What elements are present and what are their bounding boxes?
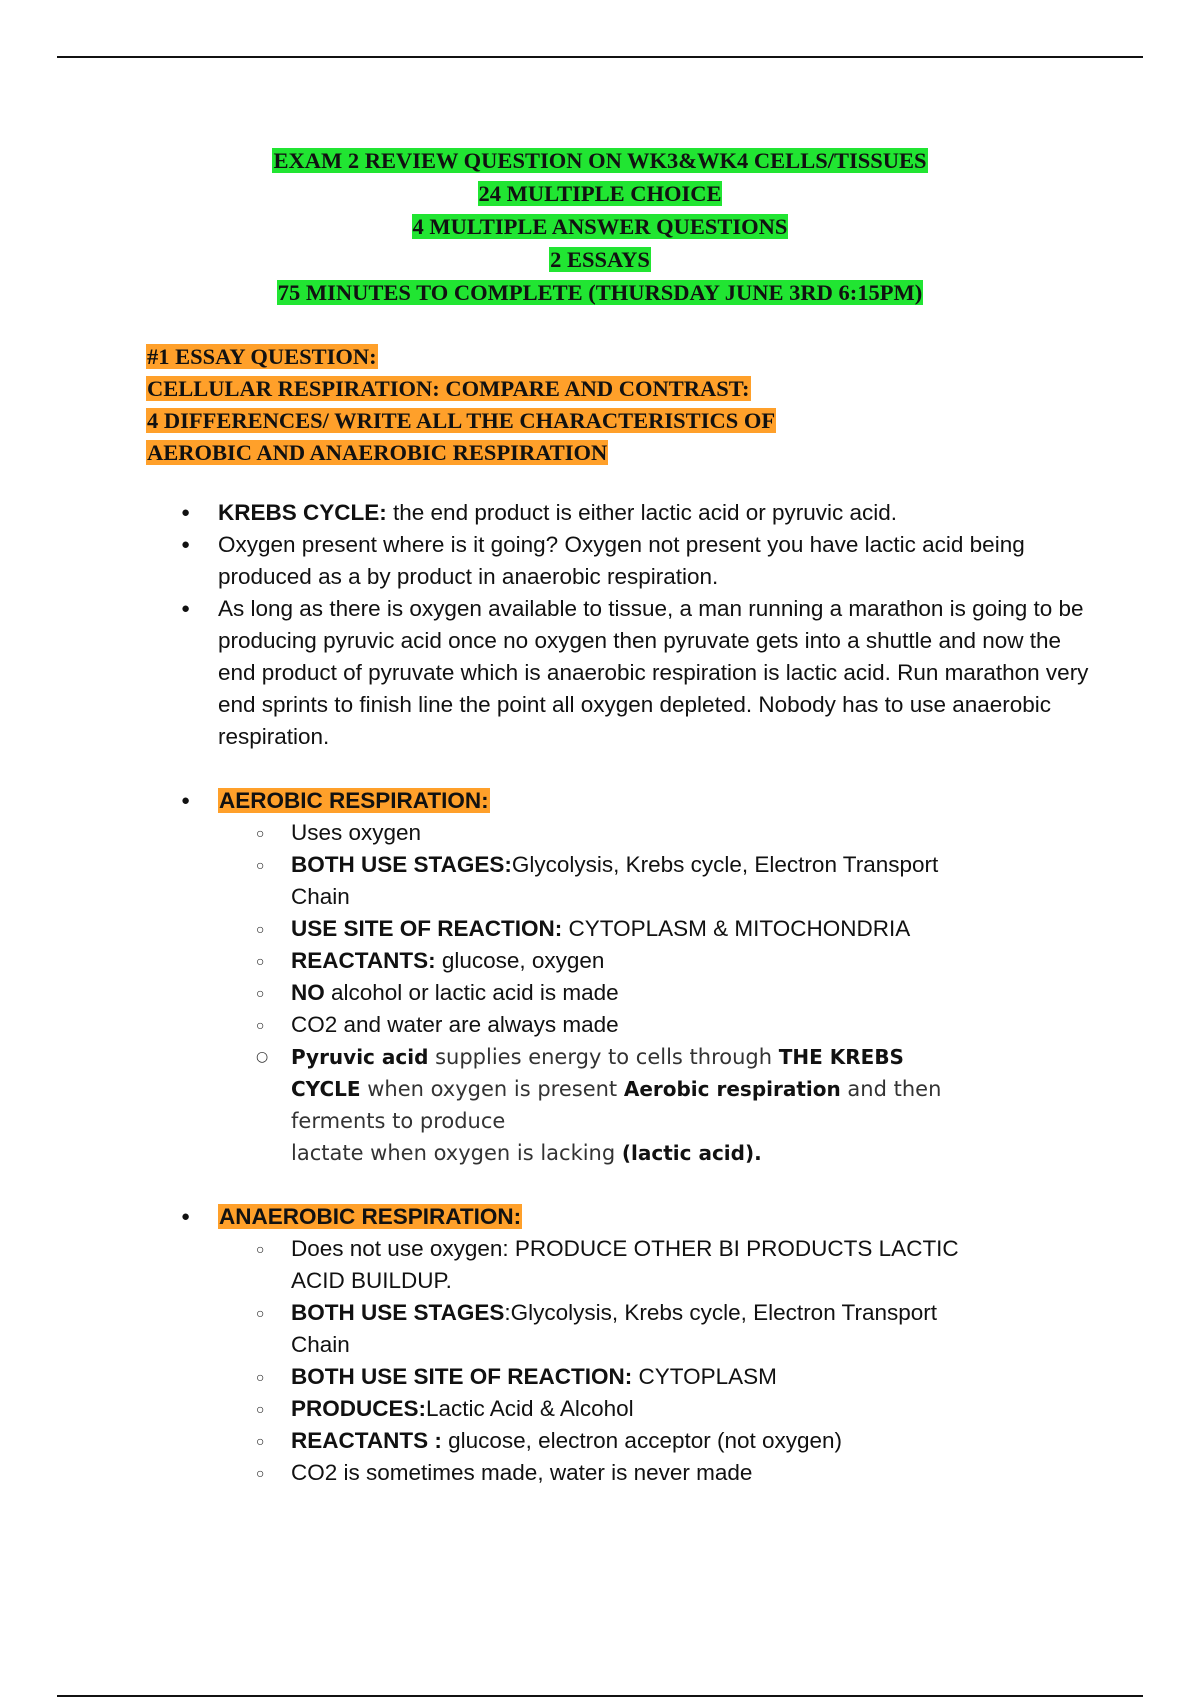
aerobic-section (0, 785, 1200, 1169)
list-item (0, 1233, 1090, 1297)
aerobic-item-text: CO2 and water are always made (291, 1012, 619, 1037)
list-item (0, 1457, 1090, 1489)
list-item (0, 945, 1090, 977)
pyruvic-text: and then ferments to produce (291, 1077, 942, 1133)
bottom-rule (57, 1695, 1143, 1697)
pyruvic-text: lactate when oxygen is lacking (291, 1141, 622, 1165)
aerobic-item-label: NO (291, 980, 325, 1005)
aerobic-respiration-label: Aerobic respiration (623, 1077, 841, 1101)
pyruvic-label: Pyruvic acid (291, 1045, 429, 1069)
anaerobic-item-text: Lactic Acid & Alcohol (426, 1396, 634, 1421)
notes-content (0, 497, 1200, 1489)
anaerobic-item-label: PRODUCES: (291, 1396, 427, 1421)
anaerobic-item-text: glucose, electron acceptor (not oxygen) (441, 1428, 843, 1453)
list-item-pyruvic (0, 1041, 1090, 1169)
krebs-cycle-label: THE KREBS CYCLE (291, 1045, 904, 1101)
anaerobic-item-text: :Glycolysis, Krebs cycle, Electron Transport Chain (291, 1300, 938, 1357)
aerobic-item-text: CYTOPLASM & MITOCHONDRIA (562, 916, 911, 941)
marathon-text: As long as there is oxygen available to tissue, a man running a marathon is going to be producing pyruvic acid once no oxygen then pyruvate gets into a shuttle and now the end product of pyruvate which is anaerobic respiration is lactic acid. Run marathon very end sprints to finish line the point all oxygen depleted. Nobody has to use anaerobic respiration. (218, 596, 1089, 749)
aerobic-item-text: Glycolysis, Krebs cycle, Electron Transport Chain (291, 852, 939, 909)
header-essays: 2 ESSAYS (550, 247, 650, 272)
list-item (0, 849, 1090, 913)
pyruvic-text: supplies energy to cells through (428, 1045, 779, 1069)
essay-question-block (146, 341, 776, 469)
aerobic-item-label: USE SITE OF REACTION: (291, 916, 563, 941)
aerobic-item-label: REACTANTS: (291, 948, 436, 973)
pyruvic-text: when oxygen is present (360, 1077, 624, 1101)
bullet-list (0, 497, 1200, 1489)
anaerobic-item-text: CO2 is sometimes made, water is never made (291, 1460, 753, 1485)
list-item (0, 817, 1090, 849)
oxygen-text: Oxygen present where is it going? Oxygen not present you have lactic acid being produced as a by product in anaerobic respiration. (218, 532, 1025, 589)
essay-line-4: AEROBIC AND ANAEROBIC RESPIRATION (147, 440, 608, 465)
aerobic-item-text: glucose, oxygen (435, 948, 605, 973)
list-item (0, 1009, 1090, 1041)
anaerobic-item-label: BOTH USE STAGES (291, 1300, 505, 1325)
essay-line-2: CELLULAR RESPIRATION: COMPARE AND CONTRAST: (147, 376, 750, 401)
anaerobic-item-label: BOTH USE SITE OF REACTION: (291, 1364, 633, 1389)
header-multiple-choice: 24 MULTIPLE CHOICE (478, 181, 722, 206)
list-item-krebs (0, 497, 1200, 529)
list-item-marathon (0, 593, 1200, 753)
aerobic-heading: AEROBIC RESPIRATION: (219, 788, 489, 813)
anaerobic-section (0, 1201, 1200, 1489)
essay-line-3: 4 DIFFERENCES/ WRITE ALL THE CHARACTERISTICS OF (147, 408, 776, 433)
anaerobic-list (218, 1233, 1090, 1489)
krebs-text: the end product is either lactic acid or pyruvic acid. (386, 500, 898, 525)
list-item (0, 1425, 1090, 1457)
essay-title: #1 ESSAY QUESTION: (147, 344, 377, 369)
anaerobic-item-text: Does not use oxygen: PRODUCE OTHER BI PRODUCTS LACTIC ACID BUILDUP. (291, 1236, 959, 1293)
top-rule (57, 56, 1143, 58)
aerobic-item-text: alcohol or lactic acid is made (324, 980, 619, 1005)
list-item (0, 1297, 1090, 1361)
aerobic-item-text: Uses oxygen (291, 820, 422, 845)
anaerobic-item-label: REACTANTS : (291, 1428, 442, 1453)
list-item (0, 1393, 1090, 1425)
exam-header (0, 144, 1200, 309)
header-time: 75 MINUTES TO COMPLETE (THURSDAY JUNE 3RD 6:15PM) (277, 280, 923, 305)
header-multiple-answer: 4 MULTIPLE ANSWER QUESTIONS (412, 214, 788, 239)
list-item (0, 1361, 1090, 1393)
list-item (0, 977, 1090, 1009)
anaerobic-heading: ANAEROBIC RESPIRATION: (219, 1204, 522, 1229)
list-item-oxygen (0, 529, 1200, 593)
lactic-acid-label: (lactic acid). (621, 1141, 762, 1165)
list-item (0, 913, 1090, 945)
anaerobic-item-text: CYTOPLASM (632, 1364, 777, 1389)
aerobic-item-label: BOTH USE STAGES: (291, 852, 512, 877)
aerobic-list (218, 817, 1090, 1169)
krebs-label: KREBS CYCLE: (218, 500, 387, 525)
header-title: EXAM 2 REVIEW QUESTION ON WK3&WK4 CELLS/TISSUES (273, 148, 927, 173)
